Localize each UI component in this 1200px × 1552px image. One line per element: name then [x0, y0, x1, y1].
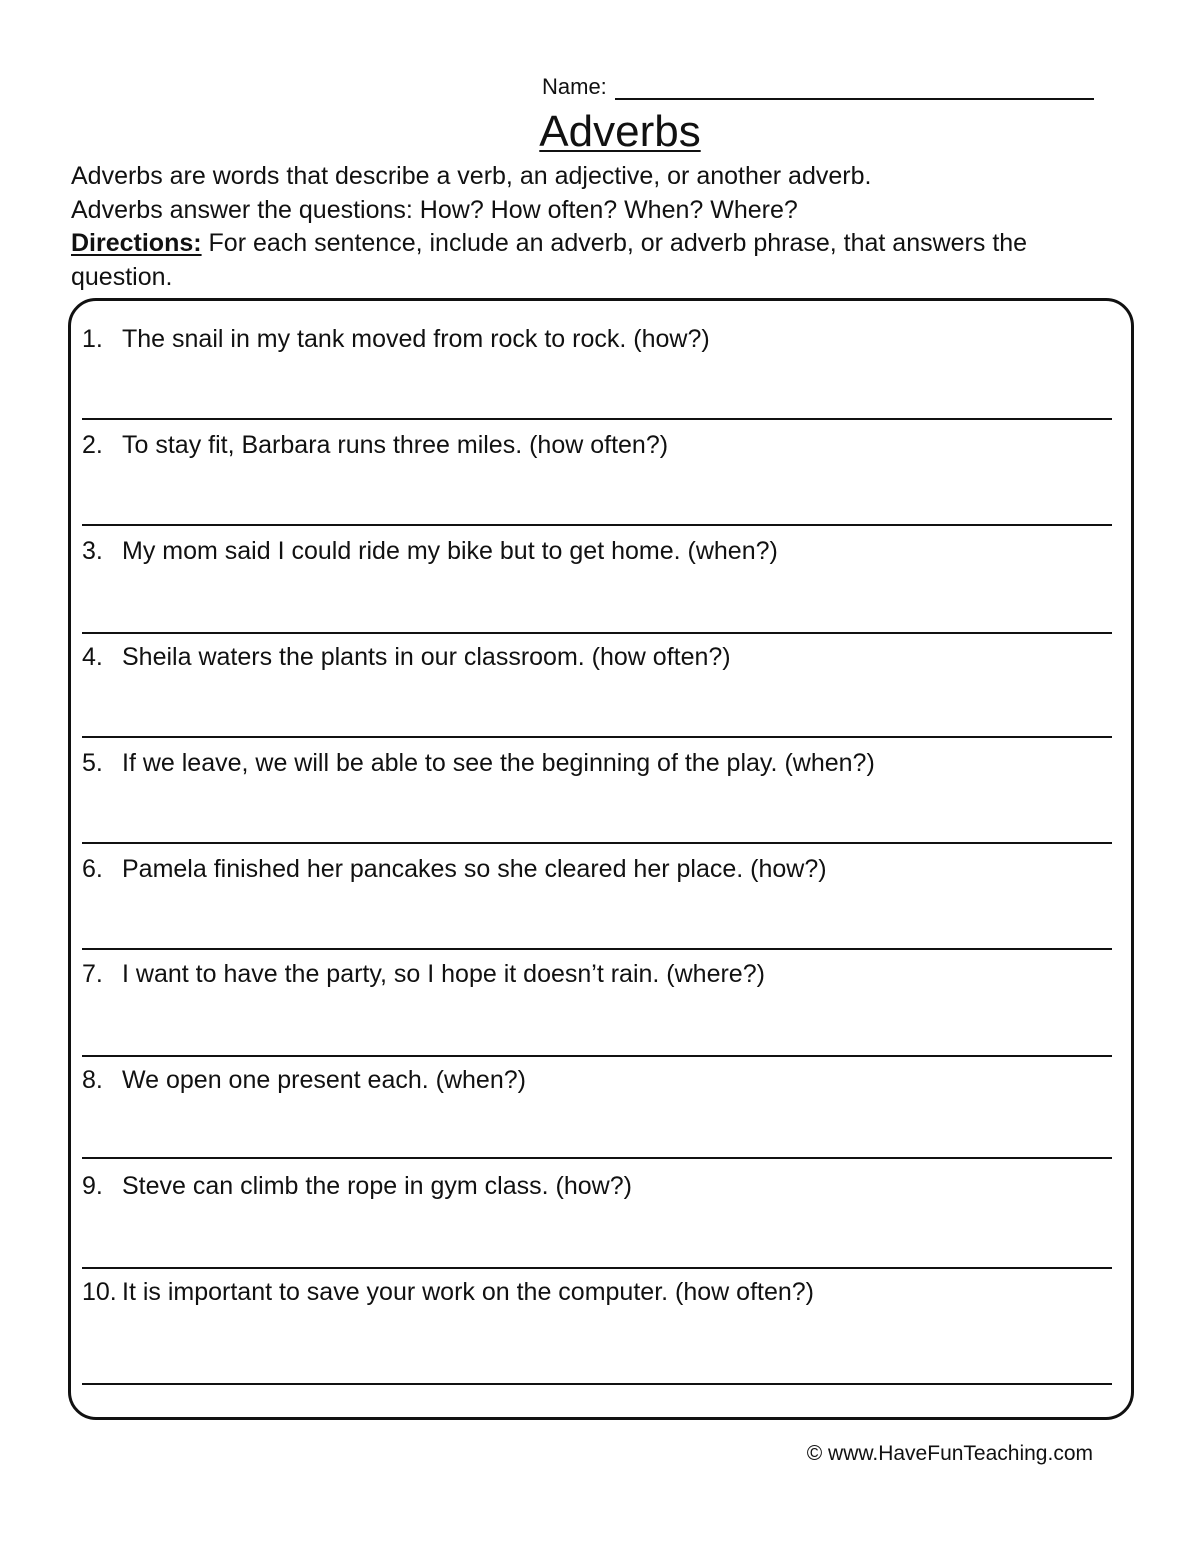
- question-text: [82, 854, 1112, 884]
- question-sentence: The snail in my tank moved from rock to rock. (how?): [122, 325, 710, 353]
- question-number: 7.: [82, 960, 103, 988]
- question-sentence: It is important to save your work on the computer. (how often?): [122, 1278, 814, 1306]
- intro-definition: Adverbs are words that describe a verb, an adjective, or another adverb.: [71, 162, 872, 190]
- question-number: 3.: [82, 537, 103, 565]
- question-number: 6.: [82, 855, 103, 883]
- intro-questions: Adverbs answer the questions: How? How often? When? Where?: [71, 195, 798, 224]
- question-sentence: We open one present each. (when?): [122, 1066, 526, 1094]
- question-number: 8.: [82, 1066, 103, 1094]
- question-number: 1.: [82, 325, 103, 353]
- copyright-footer: © www.HaveFunTeaching.com: [806, 1442, 1093, 1465]
- answer-line[interactable]: [82, 418, 1112, 420]
- question-item: [82, 430, 1112, 460]
- answer-line[interactable]: [82, 632, 1112, 634]
- question-text: [82, 959, 1112, 989]
- question-item: [82, 324, 1112, 354]
- page-title: Adverbs: [539, 107, 701, 156]
- question-item: [82, 1171, 1112, 1201]
- answer-line[interactable]: [82, 524, 1112, 526]
- answer-line[interactable]: [82, 842, 1112, 844]
- question-item: [82, 1065, 1112, 1095]
- question-sentence: Sheila waters the plants in our classroom. (how often?): [122, 643, 731, 671]
- directions-text: For each sentence, include an adverb, or adverb phrase, that answers the question.: [71, 229, 1028, 291]
- question-sentence: I want to have the party, so I hope it doesn’t rain. (where?): [122, 960, 765, 988]
- question-text: [82, 1277, 1112, 1307]
- question-number: 2.: [82, 431, 103, 459]
- name-field: [542, 70, 1094, 100]
- question-sentence: To stay fit, Barbara runs three miles. (how often?): [122, 431, 669, 459]
- question-number: 9.: [82, 1172, 103, 1200]
- question-number: 4.: [82, 643, 103, 671]
- question-sentence: If we leave, we will be able to see the beginning of the play. (when?): [122, 749, 875, 777]
- question-sentence: Pamela finished her pancakes so she cleared her place. (how?): [122, 855, 827, 883]
- question-sentence: Steve can climb the rope in gym class. (how?): [122, 1172, 632, 1200]
- answer-line[interactable]: [82, 1383, 1112, 1385]
- question-text: [82, 1171, 1112, 1201]
- question-text: [82, 536, 1112, 566]
- intro-text: [71, 160, 1131, 294]
- question-number: 10.: [82, 1278, 117, 1306]
- question-text: [82, 748, 1112, 778]
- answer-line[interactable]: [82, 1267, 1112, 1269]
- question-item: [82, 642, 1112, 672]
- question-number: 5.: [82, 749, 103, 777]
- answer-line[interactable]: [82, 736, 1112, 738]
- question-text: [82, 430, 1112, 460]
- answer-line[interactable]: [82, 948, 1112, 950]
- question-text: [82, 1065, 1112, 1095]
- question-text: [82, 642, 1112, 672]
- question-item: [82, 536, 1112, 566]
- answer-line[interactable]: [82, 1055, 1112, 1057]
- name-label: Name:: [542, 74, 607, 99]
- directions: [71, 227, 1131, 294]
- name-blank-line[interactable]: [615, 74, 1094, 100]
- question-text: [82, 324, 1112, 354]
- answer-line[interactable]: [82, 1157, 1112, 1159]
- question-item: [82, 959, 1112, 989]
- question-sentence: My mom said I could ride my bike but to get home. (when?): [122, 537, 778, 565]
- question-item: [82, 854, 1112, 884]
- directions-label: Directions:: [71, 229, 202, 257]
- question-item: [82, 1277, 1112, 1307]
- question-item: [82, 748, 1112, 778]
